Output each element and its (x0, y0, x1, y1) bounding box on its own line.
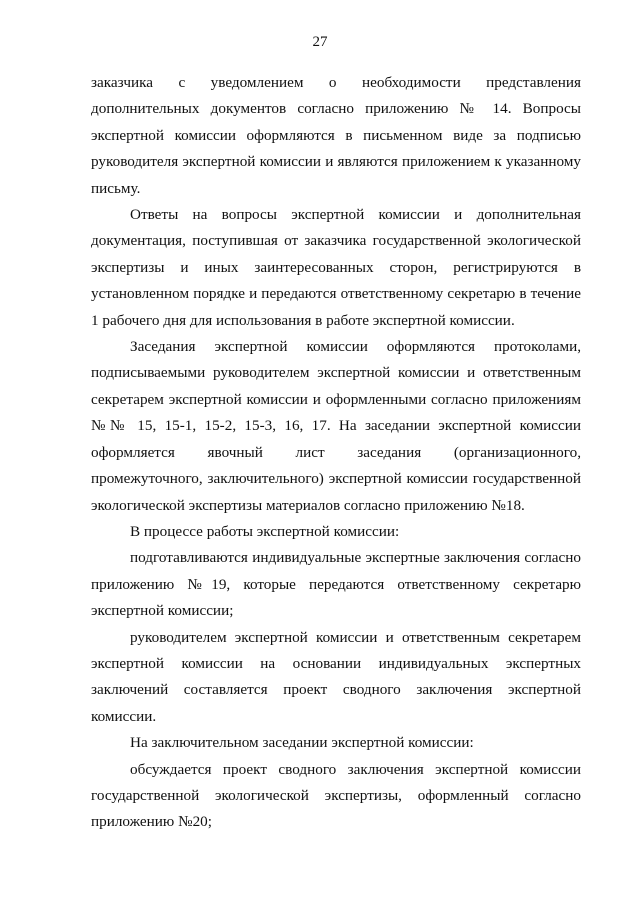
paragraph-final-meeting-intro: На заключительном заседании экспертной комиссии: (130, 734, 474, 752)
paragraph-work-process-intro: В процессе работы экспертной комиссии: (130, 522, 400, 540)
paragraph-answers: Ответы на вопросы экспертной комиссии и дополнительная документация, поступившая от заказчика государственной экологической экспертизы и иных заинтересованных сторон, регистрируются в установленном порядке и передаются ответственному секретарю в течение 1 рабочего дня для использования в работе экспертной комиссии. (91, 206, 581, 329)
paragraph-meetings: Заседания экспертной комиссии оформляются протоколами, подписываемыми руководителем экспертной комиссии и ответственным секретарем экспертной комиссии и оформленными согласно приложениям №№ 15, 15-1, 15-2, 15-3, 16, 17. На заседании экспертной комиссии оформляется явочный лист заседания (организационного, промежуточного, заключительного) экспертной комиссии государственной экологической экспертизы материалов согласно приложению №18. (91, 338, 581, 514)
paragraph-summary-draft: руководителем экспертной комиссии и ответственным секретарем экспертной комиссии на основании индивидуальных экспертных заключений составляется проект сводного заключения экспертной комиссии. (91, 628, 581, 725)
paragraph-discussion: обсуждается проект сводного заключения экспертной комиссии государственной экологической экспертизы, оформленный согласно приложению №20; (91, 760, 581, 831)
paragraph-continuation: заказчика с уведомлением о необходимости представления дополнительных документов согласно приложению № 14. Вопросы экспертной комиссии оформляются в письменном виде за подписью руководителя экспертной комиссии и являются приложением к указанному письму. (91, 74, 581, 197)
document-body (91, 70, 581, 836)
paragraph-individual-conclusions: подготавливаются индивидуальные экспертные заключения согласно приложению №19, которые передаются ответственному секретарю экспертной комиссии; (91, 549, 581, 620)
page-number: 27 (312, 34, 328, 50)
